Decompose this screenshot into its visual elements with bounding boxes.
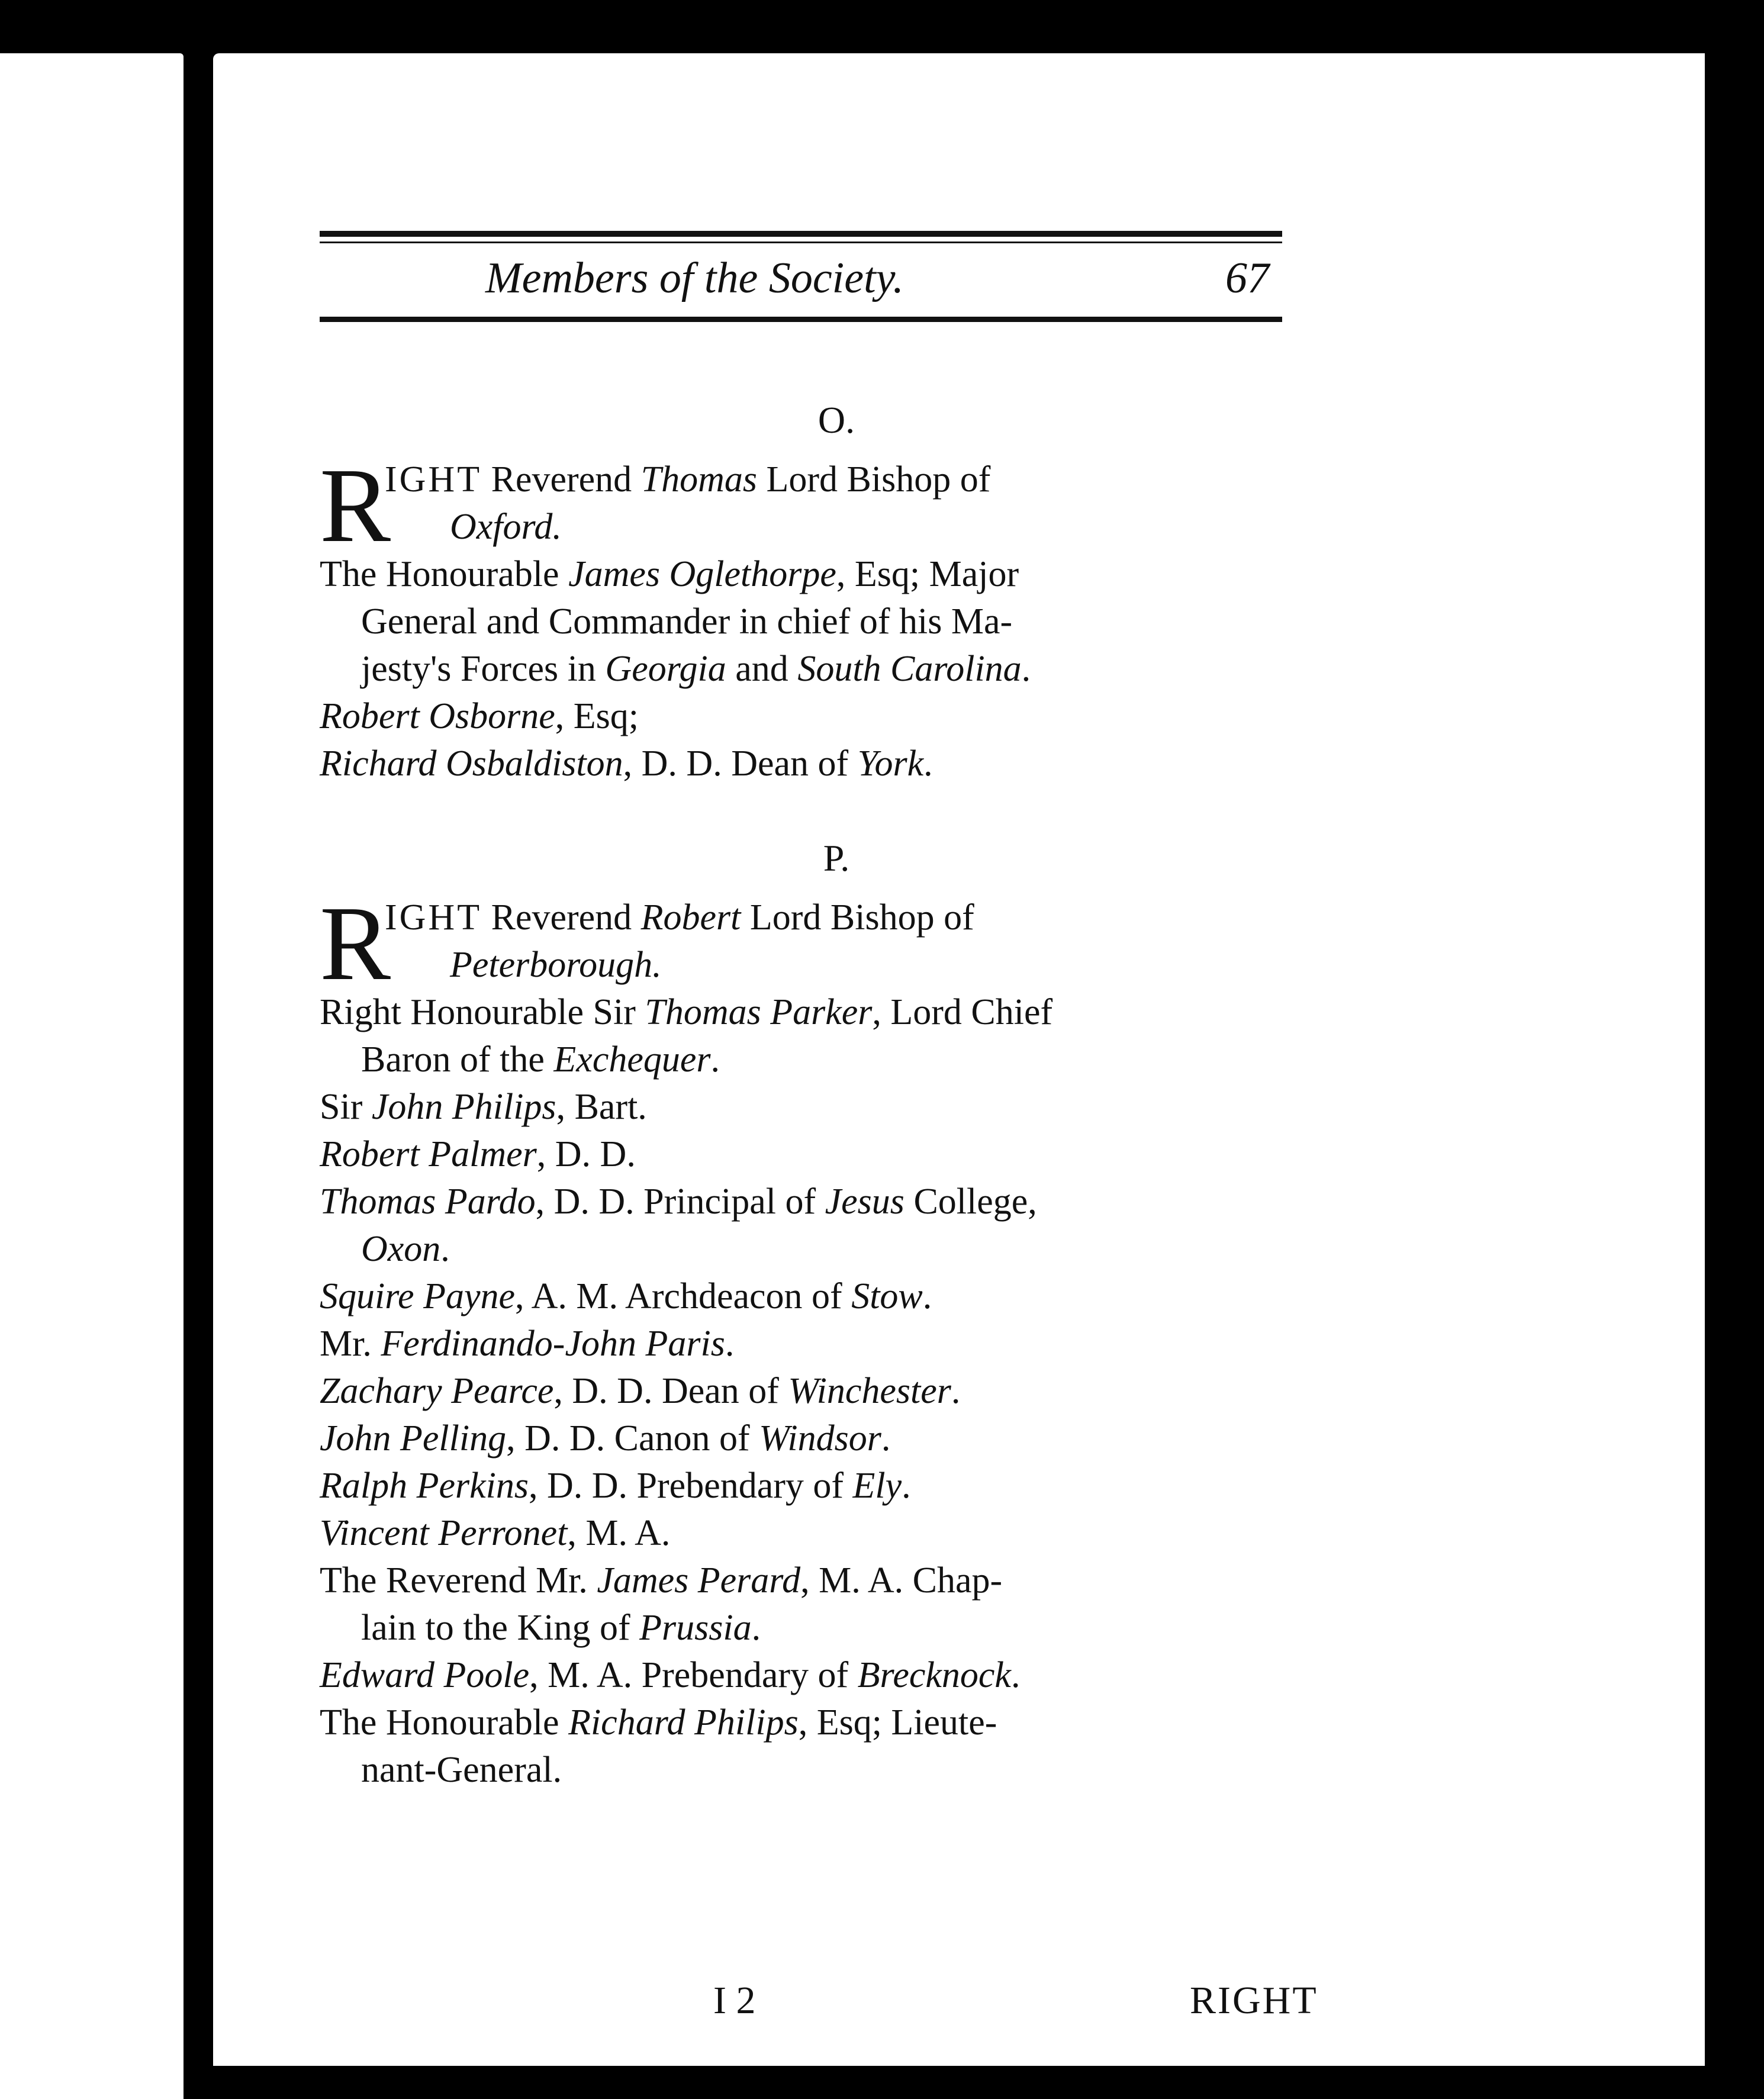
entry-text: , D. D. Prebendary of — [529, 1466, 853, 1506]
entry-text: . — [1021, 649, 1031, 689]
entry-continuation — [320, 598, 1282, 645]
lead-line-2: Oxford. — [450, 507, 562, 547]
entry-italic-text: Vincent Perronet — [320, 1513, 568, 1553]
entry-text: and — [726, 649, 798, 689]
entry-line — [320, 1513, 670, 1553]
lead-entry — [320, 446, 1282, 564]
entry-text: . — [1010, 1655, 1021, 1695]
entry-line — [320, 1182, 1037, 1222]
entry-list — [320, 550, 1282, 787]
entry-text: . — [725, 1324, 735, 1364]
entry-italic-text: Thomas Parker — [645, 992, 873, 1032]
entry-line — [320, 1418, 890, 1459]
entry-line — [320, 1324, 734, 1364]
entry-line — [320, 1087, 647, 1127]
entry-text: , D. D. Dean of — [623, 743, 858, 784]
entry-line — [320, 743, 933, 784]
section-letter: O. — [817, 399, 855, 441]
entry-continuation — [320, 1604, 1282, 1651]
entry-italic-text: Exchequer — [553, 1039, 711, 1080]
left-page-edge — [0, 53, 184, 2099]
entry-text: . — [951, 1371, 961, 1411]
entry-italic-text: Zachary Pearce — [320, 1371, 554, 1411]
entry-italic-text: Robert Osborne — [320, 696, 555, 736]
entry-italic-text: Richard Osbaldiston — [320, 743, 623, 784]
lead-caps: IGHT — [385, 897, 482, 938]
entry-continuation — [320, 1036, 1282, 1083]
entry-continuation — [320, 1746, 1282, 1794]
entry-italic-text: Thomas Pardo — [320, 1182, 536, 1222]
header-rule-top-thin — [320, 242, 1282, 243]
entry-text: , Esq; Lieute- — [798, 1702, 997, 1743]
entry-list — [320, 989, 1282, 1794]
entry-text: , D. D. Principal of — [535, 1182, 825, 1222]
entry-italic-text: Stow — [851, 1276, 923, 1316]
entry-text: , Esq; — [555, 696, 639, 736]
lead-line — [385, 456, 1282, 503]
catchword: RIGHT — [1190, 1979, 1318, 2022]
entry-line — [320, 1702, 997, 1743]
entry-text: The Honourable — [320, 554, 569, 594]
member-entry — [320, 1509, 1282, 1557]
entry-line — [320, 1466, 911, 1506]
member-entry — [320, 1131, 1282, 1178]
entry-italic-text: Robert Palmer — [320, 1134, 537, 1174]
entry-line — [320, 554, 1019, 594]
entry-italic-text: James Oglethorpe — [568, 554, 836, 594]
entry-italic-text: Squire Payne — [320, 1276, 515, 1316]
entry-text: , D. D. Dean of — [553, 1371, 788, 1411]
entry-text: , Lord Chief — [872, 992, 1053, 1032]
member-entry — [320, 1178, 1282, 1273]
member-entry — [320, 740, 1282, 787]
member-entry — [320, 1273, 1282, 1320]
entry-text: jesty's Forces in — [361, 649, 606, 689]
scan-border — [1705, 36, 1764, 2099]
entry-line — [320, 1560, 1002, 1601]
member-entry — [320, 1557, 1282, 1651]
entry-text: , D. D. — [536, 1134, 636, 1174]
entry-italic-text: Ralph Perkins — [320, 1466, 529, 1506]
lead-text-2: Lord Bishop of — [757, 459, 991, 500]
book-gutter — [184, 0, 213, 2099]
member-entry — [320, 1651, 1282, 1699]
entry-text: , Bart. — [556, 1087, 647, 1127]
entry-text: . — [902, 1466, 911, 1506]
entry-text: . — [440, 1229, 450, 1269]
entry-text: , Esq; Major — [836, 554, 1019, 594]
entry-italic-text: Prussia — [639, 1608, 752, 1648]
entry-text: nant-General. — [361, 1750, 562, 1790]
entry-italic-text: Winchester — [788, 1371, 951, 1411]
lead-name: Robert — [640, 897, 741, 938]
header-rule-bottom — [320, 317, 1282, 322]
entry-text: Sir — [320, 1087, 372, 1127]
entry-text: . — [751, 1608, 761, 1648]
entry-text: lain to the King of — [361, 1608, 640, 1648]
member-entry — [320, 1415, 1282, 1462]
entry-text: . — [710, 1039, 720, 1080]
entry-line — [320, 1276, 932, 1316]
entry-text: . — [881, 1418, 891, 1459]
entry-italic-text: Richard Philips — [568, 1702, 799, 1743]
entry-italic-text: Edward Poole — [320, 1655, 530, 1695]
member-entry — [320, 1320, 1282, 1367]
entry-text: Mr. — [320, 1324, 381, 1364]
lead-text: Reverend — [482, 459, 641, 500]
entry-text: , A. M. Archdeacon of — [514, 1276, 852, 1316]
member-entry — [320, 1462, 1282, 1509]
entry-italic-text: Jesus — [825, 1182, 904, 1222]
entry-line — [320, 696, 639, 736]
lead-text: Reverend — [482, 897, 641, 938]
entry-continuation — [320, 1225, 1282, 1273]
entry-italic-text: John Pelling — [320, 1418, 507, 1459]
lead-line-2: Peterborough. — [450, 945, 662, 985]
entry-text: Baron of the — [361, 1039, 554, 1080]
entry-text: , M. A. Prebendary of — [529, 1655, 858, 1695]
entry-italic-text: South Carolina — [797, 649, 1022, 689]
entry-text: College, — [904, 1182, 1037, 1222]
entry-text: The Honourable — [320, 1702, 569, 1743]
entry-italic-text: Georgia — [605, 649, 726, 689]
entry-line — [320, 992, 1052, 1032]
member-entry — [320, 989, 1282, 1083]
section-p — [320, 835, 1282, 1794]
member-entry — [320, 550, 1282, 693]
signature-mark: I 2 — [713, 1979, 756, 2022]
lead-text-2: Lord Bishop of — [741, 897, 974, 938]
entry-line — [320, 1134, 636, 1174]
member-entry — [320, 1699, 1282, 1794]
drop-cap: R — [320, 446, 391, 564]
member-entry — [320, 693, 1282, 740]
header-rule-top — [320, 231, 1282, 237]
entry-italic-text: York — [857, 743, 924, 784]
drop-cap: R — [320, 884, 391, 1002]
entry-text: The Reverend Mr. — [320, 1560, 597, 1601]
lead-name: Thomas — [640, 459, 758, 500]
entry-continuation — [320, 645, 1282, 693]
entry-text: Right Honourable Sir — [320, 992, 645, 1032]
page-number: 67 — [1225, 254, 1269, 302]
lead-line — [385, 894, 1282, 941]
entry-text: General and Commander in chief of his Ma- — [361, 601, 1013, 642]
entry-italic-text: Oxon — [361, 1229, 441, 1269]
entry-text: . — [923, 743, 933, 784]
entry-italic-text: Brecknock — [857, 1655, 1011, 1695]
member-entry — [320, 1367, 1282, 1415]
entry-italic-text: Windsor — [759, 1418, 881, 1459]
entry-text: , D. D. Canon of — [506, 1418, 759, 1459]
entry-text: . — [922, 1276, 932, 1316]
section-o — [320, 397, 1282, 787]
entry-italic-text: James Perard — [597, 1560, 801, 1601]
entry-text: , M. A. Chap- — [800, 1560, 1003, 1601]
entry-line — [320, 1371, 960, 1411]
entry-italic-text: Ferdinando-John Paris — [381, 1324, 725, 1364]
lead-entry — [320, 884, 1282, 1002]
entry-line — [320, 1655, 1020, 1695]
section-letter: P. — [823, 837, 850, 879]
lead-caps: IGHT — [385, 459, 482, 500]
entry-text: , M. A. — [567, 1513, 671, 1553]
member-entry — [320, 1083, 1282, 1131]
entry-italic-text: John Philips — [371, 1087, 556, 1127]
running-title: Members of the Society. — [485, 254, 904, 302]
entry-italic-text: Ely — [852, 1466, 902, 1506]
